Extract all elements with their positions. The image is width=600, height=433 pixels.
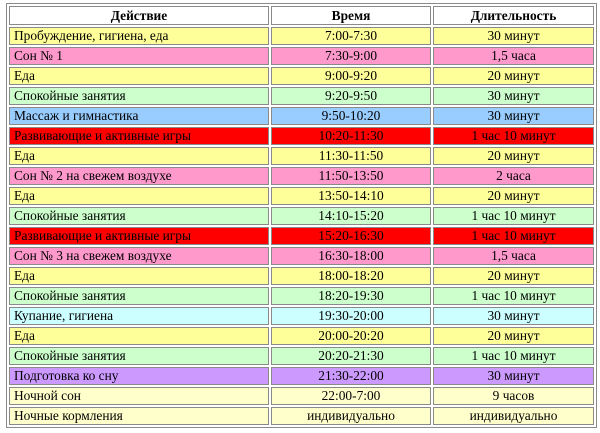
row-duration-cell: 1 час 10 минут — [433, 287, 594, 305]
table-row — [9, 87, 594, 105]
row-duration-cell: 20 минут — [433, 267, 594, 285]
row-time-cell: 16:30-18:00 — [271, 247, 431, 265]
row-action-cell: Спокойные занятия — [9, 287, 269, 305]
row-time-cell: 7:00-7:30 — [271, 27, 431, 45]
row-action-cell: Еда — [9, 187, 269, 205]
row-action-cell: Купание, гигиена — [9, 307, 269, 325]
table-row — [9, 247, 594, 265]
header-row — [9, 6, 594, 25]
table-row — [9, 227, 594, 245]
row-time-cell: 19:30-20:00 — [271, 307, 431, 325]
row-duration-cell: индивидуально — [433, 407, 594, 425]
row-action-cell: Еда — [9, 147, 269, 165]
row-action-cell: Сон № 1 — [9, 47, 269, 65]
table-row — [9, 147, 594, 165]
table-row — [9, 387, 594, 405]
row-duration-cell: 20 минут — [433, 147, 594, 165]
row-time-cell: 21:30-22:00 — [271, 367, 431, 385]
table-row — [9, 267, 594, 285]
row-time-cell: 9:50-10:20 — [271, 107, 431, 125]
row-action-cell: Еда — [9, 67, 269, 85]
row-duration-cell: 30 минут — [433, 367, 594, 385]
row-action-cell: Сон № 3 на свежем воздухе — [9, 247, 269, 265]
row-action-cell: Ночные кормления — [9, 407, 269, 425]
row-time-cell: 20:00-20:20 — [271, 327, 431, 345]
row-action-cell: Спокойные занятия — [9, 207, 269, 225]
table-row — [9, 207, 594, 225]
table-row — [9, 127, 594, 145]
schedule-table — [6, 3, 597, 428]
row-time-cell: 10:20-11:30 — [271, 127, 431, 145]
table-row — [9, 367, 594, 385]
row-duration-cell: 30 минут — [433, 87, 594, 105]
row-duration-cell: 2 часа — [433, 167, 594, 185]
row-time-cell: 9:20-9:50 — [271, 87, 431, 105]
row-duration-cell: 20 минут — [433, 187, 594, 205]
table-row — [9, 107, 594, 125]
row-duration-cell: 20 минут — [433, 67, 594, 85]
table-row — [9, 307, 594, 325]
row-time-cell: 18:20-19:30 — [271, 287, 431, 305]
table-row — [9, 47, 594, 65]
row-action-cell: Развивающие и активные игры — [9, 227, 269, 245]
row-time-cell: 22:00-7:00 — [271, 387, 431, 405]
header-action: Действие — [9, 6, 269, 25]
row-duration-cell: 1 час 10 минут — [433, 207, 594, 225]
row-time-cell: индивидуально — [271, 407, 431, 425]
row-duration-cell: 9 часов — [433, 387, 594, 405]
row-time-cell: 7:30-9:00 — [271, 47, 431, 65]
table-row — [9, 347, 594, 365]
row-time-cell: 11:30-11:50 — [271, 147, 431, 165]
row-duration-cell: 1 час 10 минут — [433, 127, 594, 145]
table-row — [9, 67, 594, 85]
row-duration-cell: 1,5 часа — [433, 47, 594, 65]
row-time-cell: 11:50-13:50 — [271, 167, 431, 185]
row-time-cell: 14:10-15:20 — [271, 207, 431, 225]
row-duration-cell: 1,5 часа — [433, 247, 594, 265]
row-duration-cell: 1 час 10 минут — [433, 227, 594, 245]
row-action-cell: Подготовка ко сну — [9, 367, 269, 385]
table-row — [9, 287, 594, 305]
schedule-body — [9, 27, 594, 425]
row-action-cell: Ночной сон — [9, 387, 269, 405]
row-duration-cell: 20 минут — [433, 327, 594, 345]
schedule-container — [6, 3, 593, 428]
row-action-cell: Спокойные занятия — [9, 87, 269, 105]
row-time-cell: 13:50-14:10 — [271, 187, 431, 205]
row-action-cell: Еда — [9, 327, 269, 345]
row-duration-cell: 30 минут — [433, 107, 594, 125]
row-time-cell: 18:00-18:20 — [271, 267, 431, 285]
row-duration-cell: 30 минут — [433, 307, 594, 325]
row-duration-cell: 1 час 10 минут — [433, 347, 594, 365]
row-action-cell: Массаж и гимнастика — [9, 107, 269, 125]
header-duration: Длительность — [433, 6, 594, 25]
row-duration-cell: 30 минут — [433, 27, 594, 45]
table-row — [9, 167, 594, 185]
row-time-cell: 9:00-9:20 — [271, 67, 431, 85]
table-row — [9, 27, 594, 45]
header-time: Время — [271, 6, 431, 25]
row-action-cell: Развивающие и активные игры — [9, 127, 269, 145]
row-action-cell: Пробуждение, гигиена, еда — [9, 27, 269, 45]
row-action-cell: Спокойные занятия — [9, 347, 269, 365]
table-row — [9, 407, 594, 425]
row-action-cell: Сон № 2 на свежем воздухе — [9, 167, 269, 185]
table-row — [9, 187, 594, 205]
row-time-cell: 15:20-16:30 — [271, 227, 431, 245]
table-row — [9, 327, 594, 345]
row-time-cell: 20:20-21:30 — [271, 347, 431, 365]
row-action-cell: Еда — [9, 267, 269, 285]
